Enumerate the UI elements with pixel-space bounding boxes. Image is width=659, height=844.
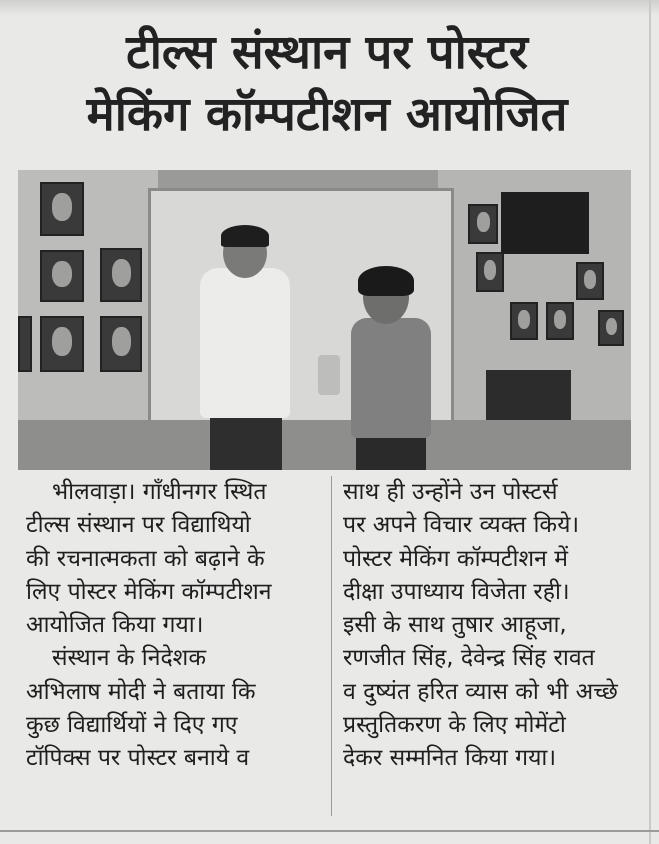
- portrait-frame: [40, 316, 84, 372]
- portrait-frame: [40, 250, 84, 302]
- article-line: प्रस्तुतिकरण के लिए मोमेंटो: [343, 712, 566, 739]
- page-fold-line: [649, 0, 651, 844]
- article-line: कुछ विद्यार्थियों ने दिए गए: [26, 712, 238, 739]
- photo-floor: [18, 420, 631, 470]
- column-divider: [331, 476, 332, 816]
- trophy-memento: [318, 355, 340, 395]
- article-line: की रचनात्मकता को बढ़ाने के: [26, 545, 265, 572]
- article-line: दीक्षा उपाध्याय विजेता रही।: [343, 578, 570, 605]
- portrait-frame: [476, 252, 504, 292]
- man-shirt: [200, 268, 290, 418]
- news-photo: [18, 170, 631, 470]
- article-line: अभिलाष मोदी ने बताया कि: [26, 678, 256, 705]
- portrait-frame: [18, 316, 32, 372]
- article-line: लिए पोस्टर मेकिंग कॉम्पटीशन: [26, 578, 272, 605]
- portrait-frame: [100, 316, 142, 372]
- article-line: पर अपने विचार व्यक्त किये।: [343, 512, 580, 539]
- headline: [22, 22, 632, 146]
- article-line: भीलवाड़ा। गाँधीनगर स्थित: [52, 479, 267, 505]
- television: [501, 192, 589, 254]
- portrait-frame: [576, 262, 604, 300]
- portrait-frame: [40, 182, 84, 236]
- article-line: इसी के साथ तुषार आहूजा,: [343, 612, 567, 639]
- article-line: साथ ही उन्होंने उन पोस्टर्स: [343, 479, 558, 505]
- headline-line-1: टील्स संस्थान पर पोस्टर: [126, 25, 528, 80]
- article-left-column: [26, 476, 320, 776]
- portrait-frame: [468, 204, 498, 244]
- article-line: आयोजित किया गया।: [26, 612, 204, 639]
- article-line: टॉपिक्स पर पोस्टर बनाये व: [26, 745, 250, 772]
- portrait-frame: [546, 302, 574, 340]
- article-right-column: [343, 476, 633, 776]
- headline-line-2: मेकिंग कॉम्पटीशन आयोजित: [86, 87, 568, 142]
- article-line: टील्स संस्थान पर विद्याथियो: [26, 512, 251, 539]
- article-line: संस्थान के निदेशक: [52, 645, 206, 672]
- article-line: देकर सम्मनित किया गया।: [343, 745, 557, 772]
- article-line: रणजीत सिंह, देवेन्द्र सिंह रावत: [343, 645, 595, 672]
- article-line: व दुष्यंत हरित व्यास को भी अच्छे: [343, 678, 618, 705]
- portrait-frame: [100, 248, 142, 302]
- top-edge-strip: [0, 0, 659, 14]
- article-line: पोस्टर मेकिंग कॉम्पटीशन में: [343, 545, 568, 572]
- woman-sweater: [351, 318, 431, 438]
- woman-hair: [358, 266, 414, 296]
- bottom-rule: [0, 830, 659, 832]
- portrait-frame: [598, 310, 624, 346]
- man-hair: [221, 225, 269, 247]
- portrait-frame: [510, 302, 538, 340]
